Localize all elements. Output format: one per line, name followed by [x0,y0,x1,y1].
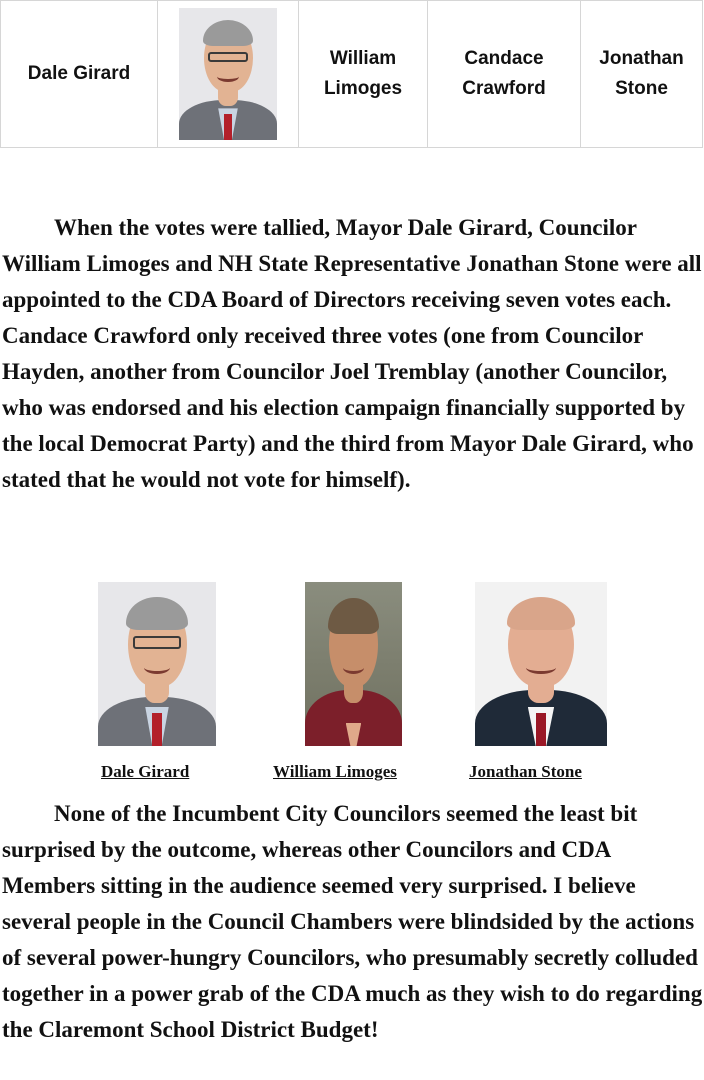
header-name-william: William [329,48,397,69]
header-cell-dale-girard [1,1,158,148]
header-cell-jonathan-stone [581,1,703,148]
candidates-header-table [0,0,703,148]
header-cell-candace-crawford [428,1,581,148]
header-name-dale-girard: Dale Girard [27,63,131,84]
photo-jonathan-stone [475,582,607,746]
header-cell-william-limoges [299,1,428,148]
article-paragraph-1: When the votes were tallied, Mayor Dale Girard, Councilor William Limoges and NH State Representative Jonathan Stone were all appointed to the CDA Board of Directors receiving seven votes each. Candace Crawford only received three votes (one from Councilor Hayden, another from Councilor Joel Tremblay (another Councilor, who was endorsed and his election campaign financially supported by the local Democrat Party) and the third from Mayor Dale Girard, who stated that he would not vote for himself). [2,215,702,492]
header-photo-dale-girard [179,8,277,140]
article-paragraph-2: None of the Incumbent City Councilors seemed the least bit surprised by the outcome, whereas other Councilors and CDA Members sitting in the audience seemed very surprised. I believe several people in the Council Chambers were blindsided by the actions of several power-hungry Councilors, who presumably secretly colluded together in a power grab of the CDA much as they wish to do regarding the Claremont School District Budget! [2,801,703,1042]
portrait-image [305,582,402,746]
header-name-candace: Candace [464,48,544,69]
caption-william-limoges: William Limoges [273,762,397,781]
portrait-image [475,582,607,746]
caption-dale-girard: Dale Girard [101,762,190,781]
header-cell-photo [158,1,299,148]
header-name-crawford: Crawford [462,78,546,99]
portrait-image [98,582,216,746]
header-name-jonathan: Jonathan [599,48,684,69]
photo-william-limoges [305,582,402,746]
photo-dale-girard [98,582,216,746]
portrait-image [179,8,277,140]
header-name-limoges: Limoges [323,78,403,99]
header-name-stone: Stone [615,78,668,99]
caption-jonathan-stone: Jonathan Stone [469,762,582,781]
